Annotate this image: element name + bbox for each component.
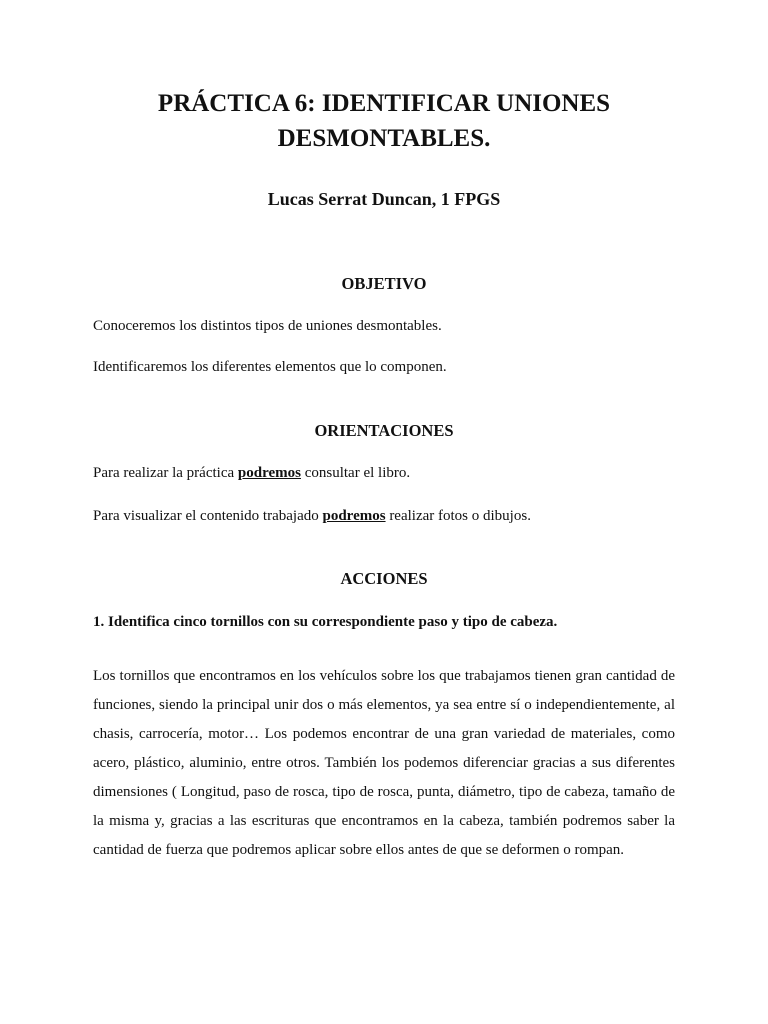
orientaciones-p2-before: Para visualizar el contenido trabajado	[93, 508, 323, 524]
orientaciones-p2-bold: podremos	[322, 508, 386, 524]
orientaciones-p2-after: realizar fotos o dibujos.	[385, 508, 531, 524]
orientaciones-p1-bold: podremos	[237, 465, 301, 481]
orientaciones-paragraph-1	[93, 462, 675, 484]
heading-orientaciones: ORIENTACIONES	[314, 421, 454, 440]
heading-objetivo: OBJETIVO	[341, 274, 427, 293]
orientaciones-paragraph-2	[93, 505, 675, 527]
objetivo-paragraph-2: Identificaremos los diferentes elementos que lo componen.	[93, 359, 447, 375]
question-1: 1. Identifica cinco tornillos con su correspondiente paso y tipo de cabeza.	[93, 614, 558, 630]
orientaciones-p1-after: consultar el libro.	[300, 465, 411, 481]
heading-acciones: ACCIONES	[340, 569, 428, 588]
document-title-line1: PRÁCTICA 6: IDENTIFICAR UNIONES	[157, 90, 611, 117]
answer-1-paragraph: Los tornillos que encontramos en los vehículos sobre los que trabajamos tienen gran cantidad de funciones, siendo la principal unir dos o más elementos, ya sea entre sí o independientemente, al chasis, carrocería, motor… Los podemos encontrar de una gran variedad de materiales, como acero, plástico, aluminio, entre otros. También los podemos diferenciar gracias a sus diferentes dimensiones ( Longitud, paso de rosca, tipo de rosca, punta, diámetro, tipo de cabeza, tamaño de la misma y, gracias a las escrituras que encontramos en la cabeza, también podremos saber la cantidad de fuerza que podremos aplicar sobre ellos antes de que se deformen o rompan.	[93, 668, 675, 858]
orientaciones-p1-before: Para realizar la práctica	[93, 465, 238, 481]
document-title-line2: DESMONTABLES.	[277, 125, 491, 152]
objetivo-paragraph-1: Conoceremos los distintos tipos de uniones desmontables.	[93, 318, 442, 334]
document-title	[60, 86, 708, 156]
author-line: Lucas Serrat Duncan, 1 FPGS	[267, 189, 501, 209]
